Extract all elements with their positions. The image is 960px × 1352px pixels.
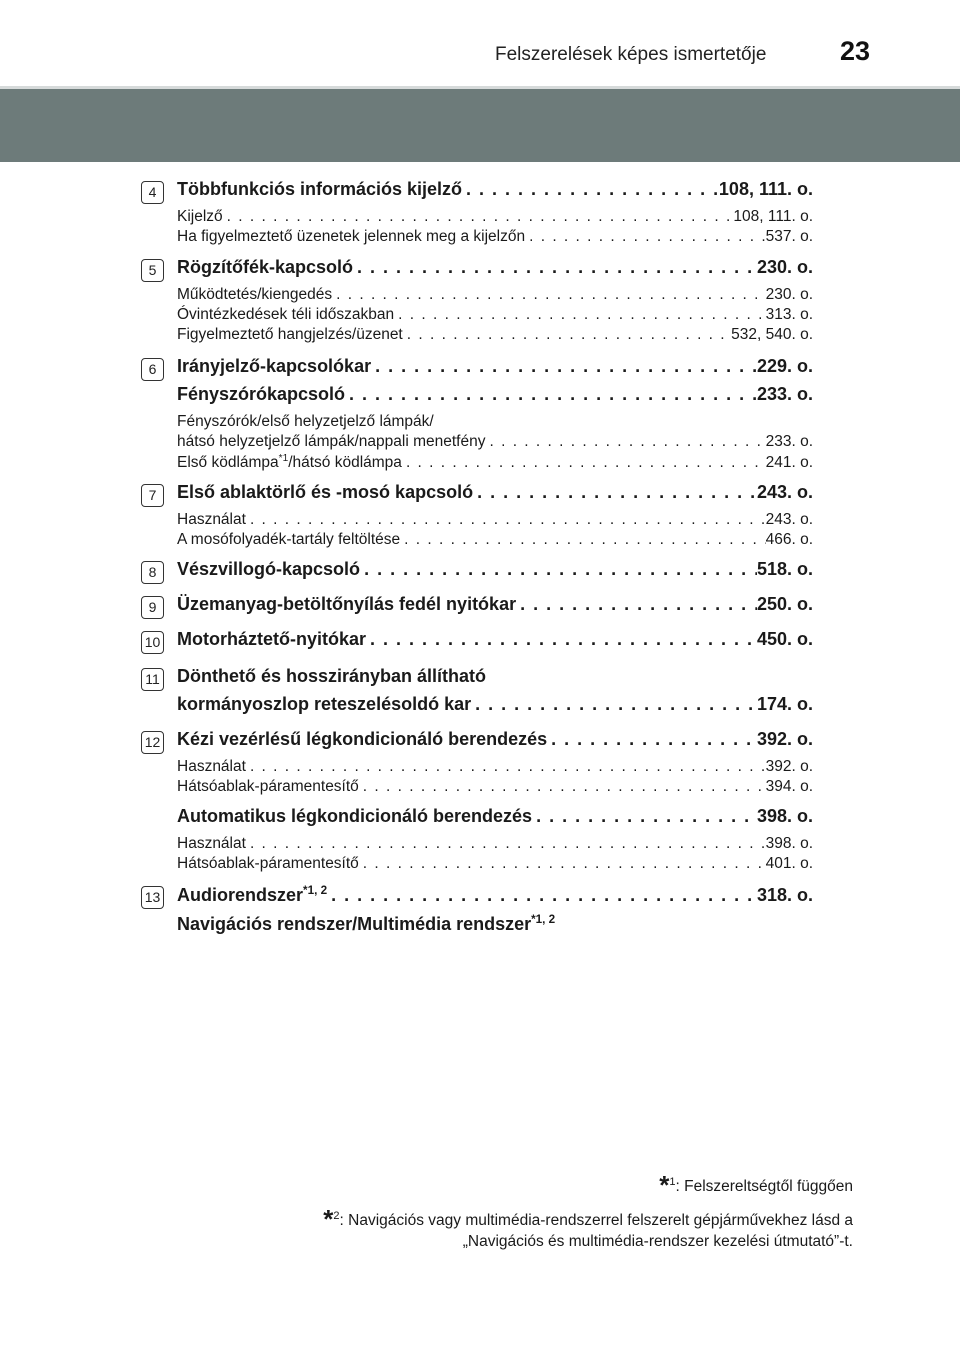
index-entry[interactable]	[177, 179, 813, 203]
entry-label: Motorháztető-nyitókar	[177, 629, 366, 649]
index-subentry[interactable]	[177, 758, 813, 778]
section-marker-13: 13	[141, 886, 164, 909]
subentry-label: Működtetés/kiengedés	[177, 286, 333, 303]
index-entry[interactable]	[177, 482, 813, 506]
entry-page-ref: 392. o.	[756, 729, 813, 749]
section-marker-9: 9	[141, 596, 164, 619]
subentry-page-ref: 392. o.	[765, 758, 813, 775]
index-subentry[interactable]	[177, 228, 813, 248]
entry-label: Kézi vezérlésű légkondicionáló berendezés	[177, 729, 548, 749]
subentry-label	[177, 453, 402, 472]
index-subentry[interactable]	[177, 511, 813, 531]
section-marker-10: 10	[141, 631, 164, 654]
subentry-label: Használat	[177, 835, 246, 852]
entry-page-ref: 398. o.	[756, 806, 813, 826]
leader-dots	[400, 531, 765, 549]
leader-dots	[359, 778, 766, 796]
subentry-label: Óvintézkedések téli időszakban	[177, 306, 395, 323]
subentry-label: Kijelző	[177, 208, 223, 225]
subentry-page-ref: 466. o.	[765, 531, 813, 548]
entry-page-ref: 518. o.	[756, 559, 813, 579]
leader-dots	[246, 835, 766, 853]
entry-page-ref: 243. o.	[756, 482, 813, 502]
leader-dots	[246, 511, 766, 529]
entry-label: Többfunkciós információs kijelző	[177, 179, 463, 199]
footnote-1	[659, 1170, 853, 1201]
leader-dots	[223, 208, 734, 226]
footnote-star: *	[323, 1204, 334, 1235]
leader-dots	[403, 326, 731, 344]
index-entry[interactable]	[177, 629, 813, 653]
index-entry[interactable]	[177, 559, 813, 583]
entry-label: kormányoszlop reteszelésoldó kar	[177, 694, 472, 714]
index-entry[interactable]	[177, 356, 813, 380]
subentry-page-ref: 243. o.	[765, 511, 813, 528]
leader-dots	[473, 482, 757, 503]
subentry-page-ref: 241. o.	[765, 454, 813, 472]
leader-dots	[327, 885, 757, 906]
footnote-ref: *1	[278, 453, 289, 464]
leader-dots	[332, 286, 765, 304]
subentry-label: Hátsóablak-páramentesítő	[177, 855, 359, 872]
index-subentry[interactable]	[177, 531, 813, 551]
page-number: 23	[840, 36, 871, 66]
subentry-label: Használat	[177, 511, 246, 528]
entry-page-ref: 318. o.	[756, 885, 813, 905]
leader-dots	[485, 433, 765, 451]
subentry-page-ref: 537. o.	[765, 228, 813, 245]
subentry-page-ref: 108, 111. o.	[733, 208, 813, 225]
footnote-text-continued: „Navigációs és multimédia-rendszer kezelési útmutató”-t.	[462, 1233, 853, 1251]
subentry-label-part: Első ködlámpa	[177, 454, 279, 472]
index-subentry[interactable]	[177, 433, 813, 453]
footnote-star: *	[659, 1170, 670, 1201]
index-entry[interactable]	[177, 806, 813, 830]
subentry-label: Ha figyelmeztető üzenetek jelennek meg a kijelzőn	[177, 228, 526, 245]
entry-label: Fényszórókapcsoló	[177, 384, 346, 404]
subentry-page-ref: 230. o.	[765, 286, 813, 303]
footnote-ref: *1, 2	[303, 884, 328, 897]
footnote-text: : Navigációs vagy multimédia-rendszerrel felszerelt gépjárművekhez lásd a	[339, 1212, 853, 1230]
leader-dots	[353, 257, 757, 278]
subentry-label: Fényszórók/első helyzetjelző lámpák/	[177, 413, 434, 430]
entry-label-text: Navigációs rendszer/Multimédia rendszer	[177, 914, 532, 934]
subentry-page-ref: 401. o.	[765, 855, 813, 872]
section-marker-8: 8	[141, 561, 164, 584]
index-subentry[interactable]	[177, 835, 813, 855]
footnote-ref: *1, 2	[531, 913, 556, 926]
index-subentry[interactable]	[177, 306, 813, 326]
index-subentry[interactable]	[177, 208, 813, 228]
index-subentry[interactable]	[177, 326, 813, 346]
entry-label: Rögzítőfék-kapcsoló	[177, 257, 354, 277]
leader-dots	[525, 228, 766, 246]
section-marker-12: 12	[141, 731, 164, 754]
section-marker-7: 7	[141, 484, 164, 507]
entry-page-ref: 229. o.	[756, 356, 813, 376]
entry-label	[177, 884, 327, 906]
leader-dots	[246, 758, 766, 776]
leader-dots	[345, 384, 757, 405]
index-entry[interactable]	[177, 594, 813, 618]
leader-dots	[366, 629, 757, 650]
section-marker-6: 6	[141, 358, 164, 381]
index-subentry[interactable]	[177, 855, 813, 875]
subentry-page-ref: 313. o.	[765, 306, 813, 323]
entry-page-ref: 233. o.	[756, 384, 813, 404]
index-entry[interactable]	[177, 257, 813, 281]
subentry-page-ref: 532, 540. o.	[731, 326, 813, 343]
index-entry[interactable]	[177, 884, 813, 908]
entry-label: Vészvillogó-kapcsoló	[177, 559, 361, 579]
entry-label: Dönthető és hosszirányban állítható	[177, 666, 487, 686]
leader-dots	[360, 559, 757, 580]
subentry-page-ref: 233. o.	[765, 433, 813, 450]
subentry-label-part: /hátsó ködlámpa	[288, 454, 402, 472]
entry-label: Automatikus légkondicionáló berendezés	[177, 806, 533, 826]
index-entry[interactable]	[177, 384, 813, 408]
section-marker-5: 5	[141, 259, 164, 282]
entry-label: Üzemanyag-betöltőnyílás fedél nyitókar	[177, 594, 517, 614]
index-entry	[177, 913, 813, 937]
footnote-number: 1	[669, 1176, 676, 1188]
index-entry	[177, 666, 813, 690]
entry-page-ref: 108, 111. o.	[718, 179, 813, 199]
index-entry[interactable]	[177, 694, 813, 718]
entry-page-ref: 250. o.	[756, 594, 813, 614]
leader-dots	[471, 694, 757, 715]
leader-dots	[547, 729, 757, 750]
subentry-label: Használat	[177, 758, 246, 775]
entry-page-ref: 450. o.	[756, 629, 813, 649]
subentry-page-ref: 398. o.	[765, 835, 813, 852]
index-subentry[interactable]	[177, 453, 813, 473]
subentry-label: A mosófolyadék-tartály feltöltése	[177, 531, 401, 548]
page-header-title: Felszerelések képes ismertetője	[495, 44, 767, 65]
entry-label: Irányjelző-kapcsolókar	[177, 356, 372, 376]
footnote-text: : Felszereltségtől függően	[675, 1178, 853, 1196]
subentry-label: Figyelmeztető hangjelzés/üzenet	[177, 326, 403, 343]
leader-dots	[359, 855, 766, 873]
index-entry[interactable]	[177, 729, 813, 753]
section-marker-4: 4	[141, 181, 164, 204]
footnote-2	[323, 1206, 853, 1252]
footnote-number: 2	[333, 1210, 340, 1222]
entry-label-text: Audiorendszer	[177, 885, 304, 905]
entry-page-ref: 174. o.	[756, 694, 813, 714]
entry-label: Első ablaktörlő és -mosó kapcsoló	[177, 482, 474, 502]
leader-dots	[394, 306, 765, 324]
leader-dots	[402, 454, 766, 472]
leader-dots	[532, 806, 757, 827]
entry-page-ref: 230. o.	[756, 257, 813, 277]
section-marker-11: 11	[141, 668, 164, 691]
index-subentry[interactable]	[177, 778, 813, 798]
index-subentry[interactable]	[177, 286, 813, 306]
leader-dots	[516, 594, 757, 615]
subentry-label: hátsó helyzetjelző lámpák/nappali menetfény	[177, 433, 486, 450]
leader-dots	[462, 179, 719, 200]
subentry-page-ref: 394. o.	[765, 778, 813, 795]
subentry-label: Hátsóablak-páramentesítő	[177, 778, 359, 795]
index-subentry	[177, 413, 813, 433]
entry-label	[177, 913, 555, 935]
leader-dots	[371, 356, 757, 377]
